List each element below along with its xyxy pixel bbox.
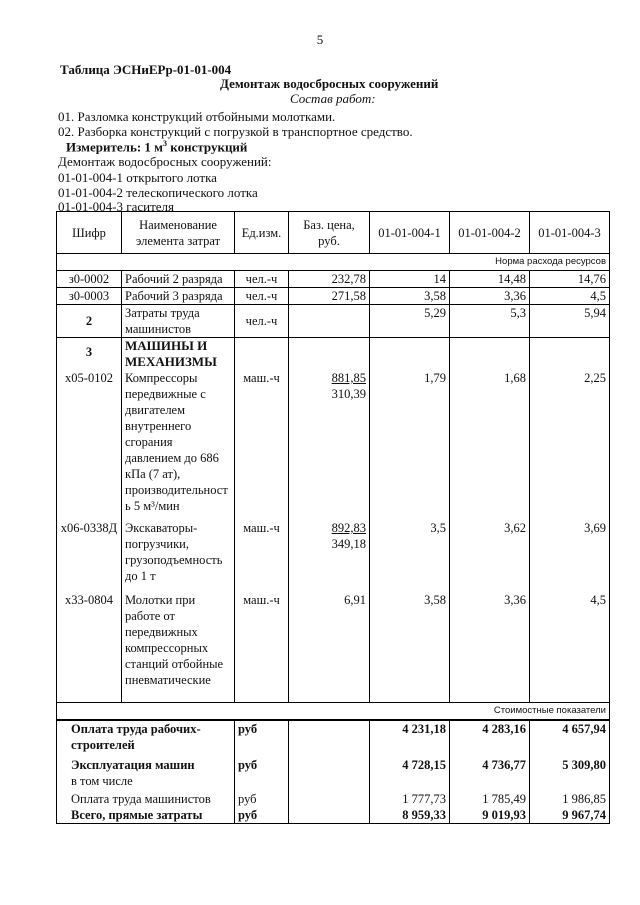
- total-value: 1 777,73: [370, 789, 450, 807]
- work-item: 02. Разборка конструкций с погрузкой в транспортное средство.: [58, 124, 413, 139]
- variant-item: 01-01-004-3 гасителя: [58, 199, 174, 214]
- row-unit: чел.-ч: [235, 271, 289, 288]
- row-code: х05-0102: [57, 370, 122, 520]
- total-row: [57, 807, 610, 824]
- row-unit: чел.-ч: [235, 288, 289, 305]
- norm-label: Норма расхода ресурсов: [57, 254, 610, 271]
- table-row: [57, 370, 610, 520]
- total-row: [57, 753, 610, 773]
- row-unit: маш.-ч: [235, 520, 289, 592]
- total-value: 1 785,49: [450, 789, 530, 807]
- row-code: з0-0002: [57, 271, 122, 288]
- row-unit: маш.-ч: [235, 592, 289, 702]
- row-price: 232,78: [289, 271, 370, 288]
- row-value: 14,48: [450, 271, 530, 288]
- table-row: [57, 271, 610, 288]
- row-code: х33-0804: [57, 592, 122, 702]
- total-name: Эксплуатация машин: [57, 753, 235, 773]
- row-name: МАШИНЫ И МЕХАНИЗМЫ: [122, 338, 235, 371]
- total-name: Оплата труда машинистов: [57, 789, 235, 807]
- row-name: Рабочий 2 разряда: [122, 271, 235, 288]
- row-value: 3,36: [450, 592, 530, 702]
- row-value: 4,5: [530, 592, 610, 702]
- works-title: Состав работ:: [290, 91, 376, 106]
- total-unit: руб: [235, 720, 289, 753]
- total-value: 9 019,93: [450, 807, 530, 824]
- header-price: Баз. цена, руб.: [289, 212, 370, 254]
- row-value: 3,58: [370, 288, 450, 305]
- total-row: [57, 789, 610, 807]
- measure-unit: Измеритель: 1 $м^3$ конструкций: [66, 139, 248, 155]
- document-title: Демонтаж водосбросных сооружений: [220, 76, 439, 91]
- row-value: 3,5: [370, 520, 450, 592]
- resource-table: [56, 211, 610, 824]
- header-col1: 01-01-004-1: [370, 212, 450, 254]
- row-value: 3,36: [450, 288, 530, 305]
- row-price: 881,85 310,39: [289, 370, 370, 520]
- table-row: [57, 288, 610, 305]
- work-item: 01. Разломка конструкций отбойными молотками.: [58, 109, 336, 124]
- row-price: 6,91: [289, 592, 370, 702]
- total-name: Оплата труда рабочих-строителей: [57, 720, 235, 753]
- page-number: 5: [316, 32, 324, 47]
- header-row: [57, 212, 610, 254]
- cost-label: Стоимостные показатели: [57, 702, 610, 720]
- row-code: 2: [57, 305, 122, 338]
- subtitle: Демонтаж водосбросных сооружений:: [58, 154, 272, 169]
- header-col2: 01-01-004-2: [450, 212, 530, 254]
- row-name: Экскаваторы-погрузчики, грузоподъемность до 1 т: [122, 520, 235, 592]
- table-row: [57, 305, 610, 338]
- total-value: 4 657,94: [530, 720, 610, 753]
- variant-item: 01-01-004-2 телескопического лотка: [58, 185, 258, 200]
- total-value: 4 728,15: [370, 753, 450, 773]
- table-code: Таблица ЭСНиЕРр-01-01-004: [60, 62, 232, 77]
- total-value: 4 736,77: [450, 753, 530, 773]
- row-unit: маш.-ч: [235, 370, 289, 520]
- row-value: 5,29: [370, 305, 450, 338]
- total-value: 4 231,18: [370, 720, 450, 753]
- header-unit: Ед.изм.: [235, 212, 289, 254]
- row-price: 271,58: [289, 288, 370, 305]
- header-col3: 01-01-004-3: [530, 212, 610, 254]
- total-name: в том числе: [57, 773, 235, 789]
- table-row: [57, 592, 610, 702]
- header-code: Шифр: [57, 212, 122, 254]
- row-value: 4,5: [530, 288, 610, 305]
- total-row: [57, 720, 610, 753]
- row-value: 5,3: [450, 305, 530, 338]
- row-value: 14,76: [530, 271, 610, 288]
- cost-label-row: [57, 702, 610, 720]
- header-name: Наименование элемента затрат: [122, 212, 235, 254]
- norm-label-row: [57, 254, 610, 271]
- row-value: 3,62: [450, 520, 530, 592]
- total-value: 1 986,85: [530, 789, 610, 807]
- total-name: Всего, прямые затраты: [57, 807, 235, 824]
- total-value: 5 309,80: [530, 753, 610, 773]
- row-price: 892,83 349,18: [289, 520, 370, 592]
- row-code: 3: [57, 338, 122, 371]
- row-value: 5,94: [530, 305, 610, 338]
- row-name: Компрессоры передвижные с двигателем внутреннего сгорания давлением до 686 кПа (7 ат), производительност ь 5 м³/мин: [122, 370, 235, 520]
- total-unit: руб: [235, 753, 289, 773]
- total-unit: руб: [235, 789, 289, 807]
- row-value: 1,79: [370, 370, 450, 520]
- row-price: [289, 305, 370, 338]
- row-value: 14: [370, 271, 450, 288]
- total-value: 9 967,74: [530, 807, 610, 824]
- row-code: з0-0003: [57, 288, 122, 305]
- row-name: Молотки при работе от передвижных компрессорных станций отбойные пневматические: [122, 592, 235, 702]
- row-name: Затраты труда машинистов: [122, 305, 235, 338]
- table-row: [57, 520, 610, 592]
- row-value: 3,69: [530, 520, 610, 592]
- row-value: 2,25: [530, 370, 610, 520]
- total-value: 8 959,33: [370, 807, 450, 824]
- row-unit: чел.-ч: [235, 305, 289, 338]
- total-row: [57, 773, 610, 789]
- total-unit: руб: [235, 807, 289, 824]
- row-name: Рабочий 3 разряда: [122, 288, 235, 305]
- total-value: 4 283,16: [450, 720, 530, 753]
- row-value: 3,58: [370, 592, 450, 702]
- row-code: х06-0338Д: [57, 520, 122, 592]
- row-value: 1,68: [450, 370, 530, 520]
- table-row: [57, 338, 610, 371]
- variant-item: 01-01-004-1 открытого лотка: [58, 170, 217, 185]
